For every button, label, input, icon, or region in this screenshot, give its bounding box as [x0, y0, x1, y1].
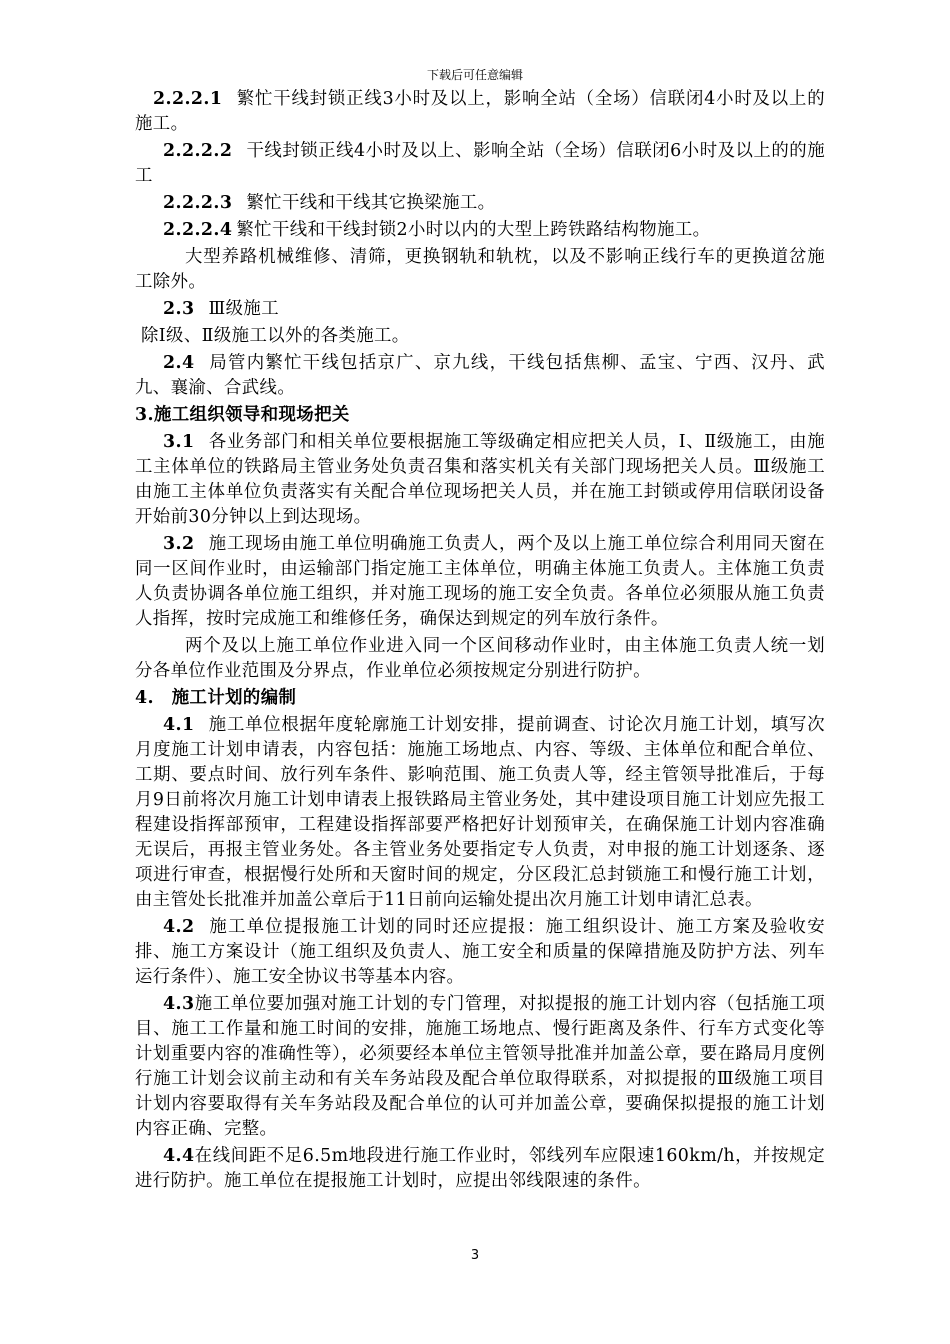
page-number: 3 [470, 1248, 480, 1263]
paragraph-text: 两个及以上施工单位作业进入同一个区间移动作业时，由主体施工负责人统一划分各单位作业范围及分界点，作业单位必须按规定分别进行防护。 [135, 636, 825, 681]
clause-number: 2.4 [163, 353, 195, 373]
paragraph-text: 繁忙干线和干线封锁2小时以内的大型上跨铁路结构物施工。 [236, 220, 711, 240]
paragraph-text: 局管内繁忙干线包括京广、京九线，干线包括焦柳、孟宝、宁西、汉丹、武九、襄渝、合武线。 [135, 353, 825, 398]
clause-number: 4.1 [163, 715, 195, 735]
paragraph-text: 施工现场由施工单位明确施工负责人，两个及以上施工单位综合利用同天窗在同一区间作业时，由运输部门指定施工主体单位，明确主体施工负责人。主体施工负责人负责协调各单位施工组织，并对施工现场的施工安全负责。各单位必须服从施工负责人指挥，按时完成施工和维修任务，确保达到规定的列车放行条件。 [135, 534, 825, 629]
paragraph [135, 915, 825, 990]
clause-number: 2.2.2.1 [153, 89, 223, 109]
paragraph-text: 施工单位根据年度轮廓施工计划安排，提前调查、讨论次月施工计划，填写次月度施工计划申请表，内容包括：施施工场地点、内容、等级、主体单位和配合单位、工期、要点时间、放行列车条件、影响范围、施工负责人等，经主管领导批准后，于每月9日前将次月施工计划申请表上报铁路局主管业务处，其中建设项目施工计划应先报工程建设指挥部预审，工程建设指挥部要严格把好计划预审关，在确保施工计划内容准确无误后，再报主管业务处。各主管业务处要指定专人负责，对申报的施工计划逐条、逐项进行审查，根据慢行处所和天窗时间的规定，分区段汇总封锁施工和慢行施工计划，由主管处长批准并加盖公章后于11日前向运输处提出次月施工计划申请汇总表。 [135, 715, 825, 910]
clause-number: 4.2 [163, 917, 195, 937]
clause-number: 2.3 [163, 299, 195, 319]
paragraph-text: 在线间距不足6.5m地段进行施工作业时，邻线列车应限速160km/h，并按规定进行防护。施工单位在提报施工计划时，应提出邻线限速的条件。 [135, 1146, 825, 1191]
paragraph-text: Ⅲ级施工 [208, 299, 280, 319]
paragraph-text: 繁忙干线和干线其它换梁施工。 [246, 193, 496, 213]
paragraph [135, 713, 825, 913]
paragraph [135, 992, 825, 1142]
paragraph [135, 218, 825, 243]
paragraph [135, 532, 825, 632]
paragraph [135, 324, 825, 349]
section-heading: 4. 施工计划的编制 [135, 688, 297, 708]
paragraph [135, 245, 825, 295]
clause-number: 4.3 [163, 994, 195, 1014]
clause-number: 2.2.2.2 [163, 141, 233, 161]
clause-number: 3.1 [163, 432, 195, 452]
paragraph-text: 各业务部门和相关单位要根据施工等级确定相应把关人员，Ⅰ、Ⅱ级施工，由施工主体单位的铁路局主管业务处负责召集和落实机关有关部门现场把关人员。Ⅲ级施工由施工主体单位负责落实有关配合单位现场把关人员，并在施工封锁或停用信联闭设备开始前30分钟以上到达现场。 [135, 432, 825, 527]
paragraph [135, 1144, 825, 1194]
clause-number: 3.2 [163, 534, 195, 554]
paragraph [135, 191, 825, 216]
clause-number: 2.2.2.4 [163, 220, 233, 240]
paragraph-text: 施工单位提报施工计划的同时还应提报：施工组织设计、施工方案及验收安排、施工方案设计（施工组织及负责人、施工安全和质量的保障措施及防护方法、列车运行条件）、施工安全协议书等基本内容。 [135, 917, 825, 987]
paragraph [135, 297, 825, 322]
paragraph-text: 施工单位要加强对施工计划的专门管理，对拟提报的施工计划内容（包括施工项目、施工工作量和施工时间的安排，施施工场地点、慢行距离及条件、行车方式变化等计划重要内容的准确性等），必须要经本单位主管领导批准并加盖公章，要在路局月度例行施工计划会议前主动和有关车务站段及配合单位取得联系，对拟提报的Ⅲ级施工项目计划内容要取得有关车务站段及配合单位的认可并加盖公章，要确保拟提报的施工计划内容正确、完整。 [135, 994, 825, 1139]
document-body [135, 87, 825, 1196]
page-header: 下载后可任意编辑 [426, 68, 523, 82]
paragraph [135, 139, 825, 189]
paragraph [135, 634, 825, 684]
paragraph [135, 430, 825, 530]
clause-number: 4.4 [163, 1146, 195, 1166]
paragraph-text: 繁忙干线封锁正线3小时及以上，影响全站（全场）信联闭4小时及以上的施工。 [135, 89, 825, 134]
paragraph [135, 87, 825, 137]
paragraph-text: 干线封锁正线4小时及以上、影响全站（全场）信联闭6小时及以上的的施工 [135, 141, 825, 186]
clause-number: 2.2.2.3 [163, 193, 233, 213]
section-heading: 3.施工组织领导和现场把关 [135, 405, 350, 425]
paragraph-text: 除Ⅰ级、Ⅱ级施工以外的各类施工。 [141, 326, 410, 346]
paragraph [135, 351, 825, 401]
paragraph-text: 大型养路机械维修、清筛，更换钢轨和轨枕，以及不影响正线行车的更换道岔施工除外。 [135, 247, 825, 292]
